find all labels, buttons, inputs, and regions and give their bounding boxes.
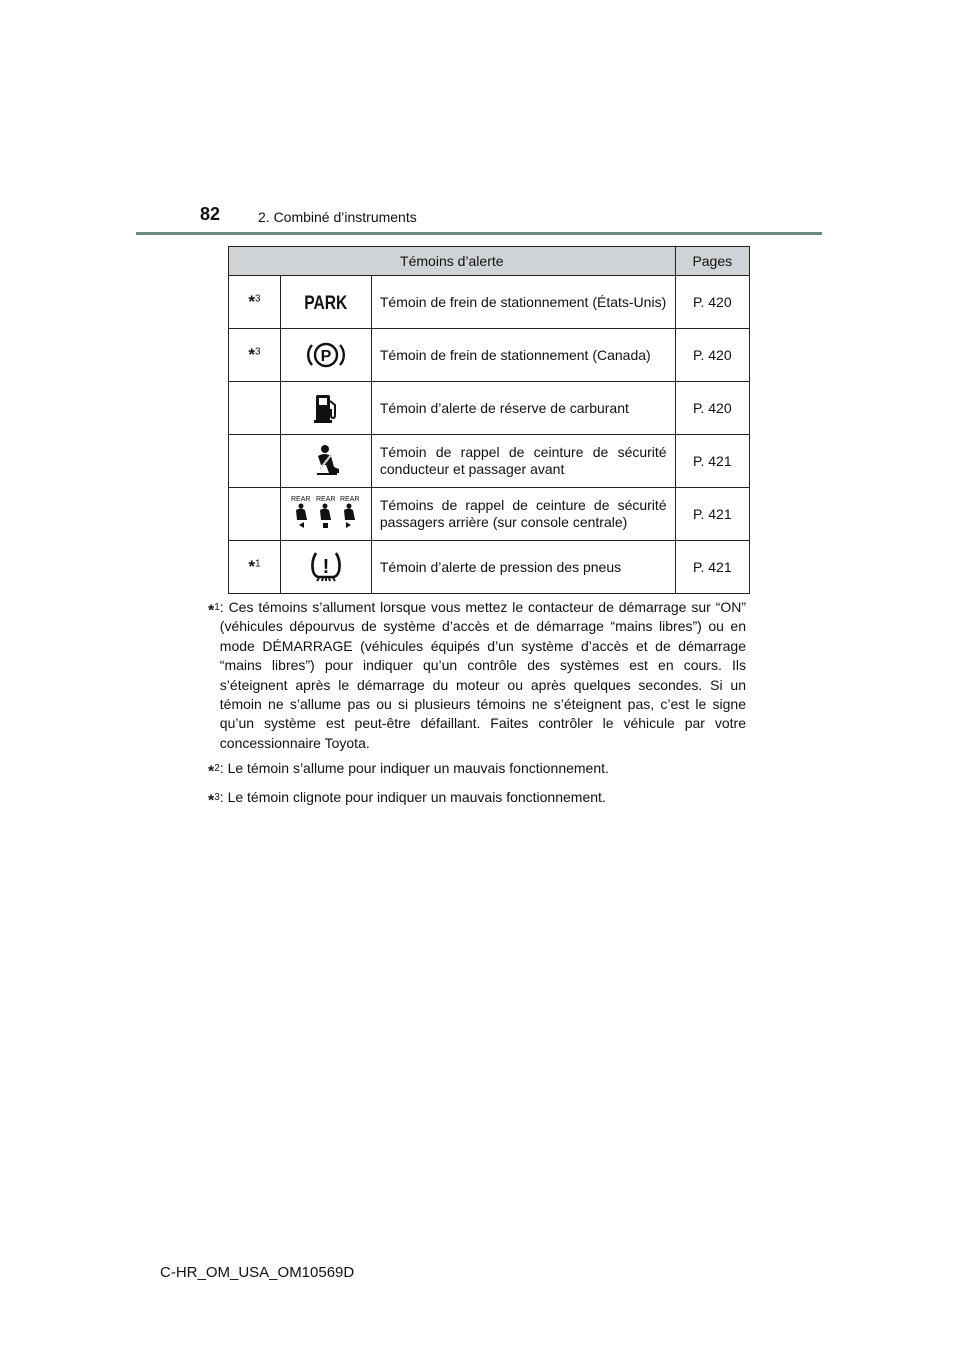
note-marker (229, 435, 281, 488)
lamp-description: Témoins de rappel de ceinture de sécurité passagers arrière (sur console centrale) (371, 488, 675, 541)
table-row (229, 488, 750, 541)
note-marker: *$^3$ (229, 329, 281, 382)
page-reference: P. 420 (675, 329, 749, 382)
header-rule (136, 232, 822, 235)
rear-label-right: REAR (339, 496, 360, 503)
page-reference: P. 420 (675, 276, 749, 329)
footnote-1: *$^1$ : Ces témoins s’allument lorsque vous mettez le contacteur de démarrage sur “ON” (véhicules dépourvus de système d’accès et de démarrage “mains libres”) ou en mode DÉMARRAGE (véhicules équipés d’un système d’accès et de démarrage “mains libres”) pour indiquer qu’un contrôle des systèmes est en cours. Ils s’éteignent après le démarrage du moteur ou après quelques secondes. Si un témoin ne s’allume pas ou si plusieurs témoins ne s’éteignent pas, c’est le signe qu’un système est peut-être défaillant. Faites contrôler le véhicule par votre concessionnaire Toyota. (208, 599, 746, 751)
section-title: 2. Combiné d’instruments (258, 209, 417, 225)
warning-lamps-table (228, 246, 750, 594)
seatbelt-reminder-icon (309, 443, 343, 479)
page-reference: P. 421 (675, 435, 749, 488)
footnote-3: *$^3$ : Le témoin clignote pour indiquer un mauvais fonctionnement. (208, 789, 606, 810)
lamp-description: Témoin de frein de stationnement (Canada) (371, 329, 675, 382)
lamp-description: Témoin de frein de stationnement (États-Unis) (371, 276, 675, 329)
lamp-description: Témoin d’alerte de réserve de carburant (371, 382, 675, 435)
footnotes (208, 598, 746, 817)
page-number: 82 (200, 204, 221, 224)
rear-label-left: REAR (290, 496, 311, 503)
park-icon-label: PARK (304, 291, 348, 314)
table-row (229, 329, 750, 382)
table-row (229, 276, 750, 329)
note-marker: *$^3$ (229, 276, 281, 329)
parking-brake-p-circle-icon (306, 338, 346, 372)
tpms-icon-label: ! (322, 556, 330, 578)
lamp-description: Témoin d’alerte de pression des pneus (371, 541, 675, 594)
page-reference: P. 421 (675, 541, 749, 594)
tire-pressure-warning-icon (307, 549, 345, 585)
note-marker (229, 488, 281, 541)
table-header-row (229, 247, 750, 276)
table-row (229, 435, 750, 488)
col-header-pages: Pages (675, 247, 749, 276)
table-row (229, 382, 750, 435)
lamp-description: Témoin de rappel de ceinture de sécurité conducteur et passager avant (371, 435, 675, 488)
page-reference: P. 421 (675, 488, 749, 541)
col-header-lamps: Témoins d’alerte (229, 247, 676, 276)
note-marker: *$^1$ (229, 541, 281, 594)
rear-label-center: REAR (315, 496, 336, 503)
table-row (229, 541, 750, 594)
rear-seatbelt-reminder-icon (289, 494, 363, 534)
note-marker (229, 382, 281, 435)
fuel-pump-icon (311, 391, 341, 425)
footnote-2: *$^2$ : Le témoin s’allume pour indiquer un mauvais fonctionnement. (208, 760, 609, 781)
park-text-icon (302, 290, 350, 314)
footer-document-code: C-HR_OM_USA_OM10569D (160, 1264, 355, 1281)
page-reference: P. 420 (675, 382, 749, 435)
p-icon-label: P (320, 348, 332, 365)
